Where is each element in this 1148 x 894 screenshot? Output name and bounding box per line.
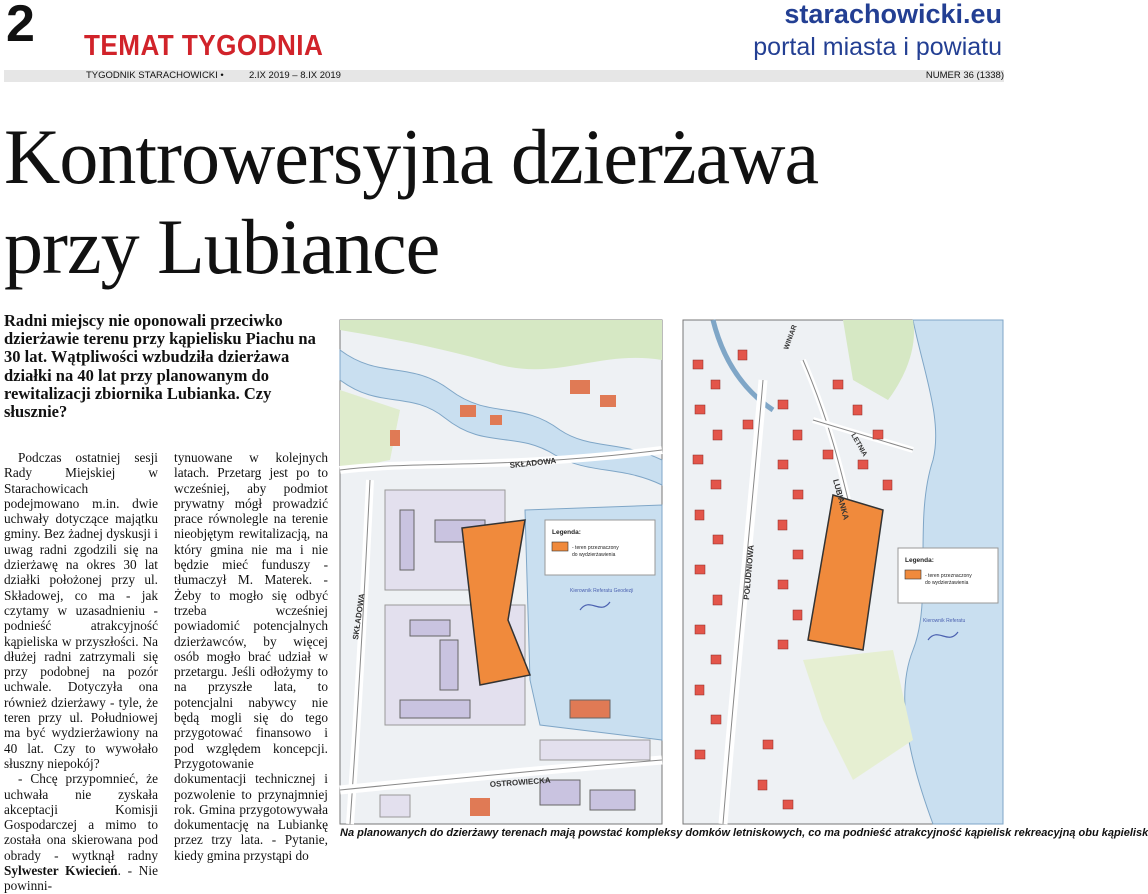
street-label-ostrowiecka: OSTROWIECKA [489, 775, 551, 789]
signature-stamp: Kierownik Referatu Geodezji [570, 588, 634, 594]
article-column-1 [4, 450, 158, 894]
page-number: 2 [6, 0, 33, 53]
svg-text:do wydzierżawienia: do wydzierżawienia [572, 552, 616, 558]
headline-line-2: przy Lubiance [4, 203, 440, 290]
svg-text:Kierownik Referatu: Kierownik Referatu [923, 618, 966, 624]
street-label-winiar: WINIAR [783, 324, 799, 351]
street-label-letnia: LETNIA [849, 432, 868, 458]
portal-subtitle: portal miasta i powiatu [753, 33, 1002, 61]
publication-name: TYGODNIK STARACHOWICKI • [86, 70, 224, 81]
map-poludniowa [683, 320, 1003, 824]
map-legend-title: Legenda: [552, 529, 581, 536]
svg-text:- teren przeznaczony: - teren przeznaczony [925, 573, 972, 579]
issue-number: NUMER 36 (1338) [925, 70, 1004, 81]
headline-line-1: Kontrowersyjna dzierżawa [4, 113, 819, 200]
paragraph: - Chcę przypomnieć, że uchwała nie zyskała akceptacji Komisji Gospodarczej a mimo to została ona skierowana pod obrady - wytknął radny Sylwester Kwiecień. - Nie powinni- [4, 771, 158, 894]
speaker-name: Sylwester Kwiecień [4, 863, 118, 879]
article-headline [4, 112, 1004, 292]
section-title: TEMAT TYGODNIA [84, 30, 324, 62]
street-label-skladowa: SKŁADOWA [509, 456, 557, 470]
svg-text:do wydzierżawienia: do wydzierżawienia [925, 580, 969, 586]
paragraph: Podczas ostatniej sesji Rady Miejskiej w Starachowicach podejmowano m.in. dwie uchwały dotyczące majątku gminy. Bez żadnej dyskusji i uwag radni zgodzili się na dzierżawę na okres 30 lat działki położonej przy ul. Składowej, co ma - jak czytamy w uzasadnieniu - podnieść atrakcyjność kąpieliska w przyszłości. Na dłużej radni zatrzymali się przy podobnej na pozór uchwale. Dotyczyła ona również dzierżawy - tyle, że teren przy ul. Południowej ma być wydzierżawiony na 40 lat. Czy to wywołało słuszny niepokój? [4, 450, 158, 771]
article-column-2 [174, 450, 328, 863]
portal-url[interactable]: starachowicki.eu [784, 0, 1002, 29]
street-label-skladowa-vertical: SKŁADOWA [351, 592, 367, 641]
issue-date-range: 2.IX 2019 – 8.IX 2019 [249, 70, 341, 81]
svg-text:Legenda:: Legenda: [905, 557, 934, 564]
info-bar [4, 70, 1004, 82]
article-lead: Radni miejscy nie oponowali przeciwko dzierżawie terenu przy kąpielisku Piachu na 30 lat. Wątpliwości wzbudziła dzierżawa działki na 40 lat przy planowanym do rewitalizacji zbiornika Lubianka. Czy słusznie? [4, 311, 316, 422]
map-skladowa [340, 320, 662, 824]
map-legend-item: - teren przeznaczony [572, 545, 619, 551]
map-caption: Na planowanych do dzierżawy terenach mają powstać kompleksy domków letniskowych, co ma podnieść atrakcyjność kąpielisk rekreacyjną obu kąpielisk [340, 827, 1148, 839]
paragraph: tynuowane w kolejnych latach. Przetarg jest po to wcześniej, aby podmiot prywatny mógł prowadzić prace równolegle na terenie nieobjętym rewitalizacją, na który gmina nie ma i nie będzie mieć funduszy - tłumaczył M. Materek. - Żeby to mogło się odbyć trzeba wcześniej powiadomić potencjalnych dzierżawców, by więcej osób mogło brać udział w przetargu. Jeśli odłożymy to na przyszłe lata, to potencjalni nabywcy nie będą mogli się do tego przygotować finansowo i pod względem koncepcji. Przygotowanie dokumentacji technicznej i pozwolenie to przynajmniej rok. Gmina przygotowywała dokumentację na Lubiankę przez trzy lata. - Pytanie, kiedy gmina przystąpi do [174, 450, 328, 863]
street-label-poludniowa: POŁUDNIOWA [742, 544, 756, 601]
street-label-lubianka: LUBIANKA [831, 478, 851, 521]
